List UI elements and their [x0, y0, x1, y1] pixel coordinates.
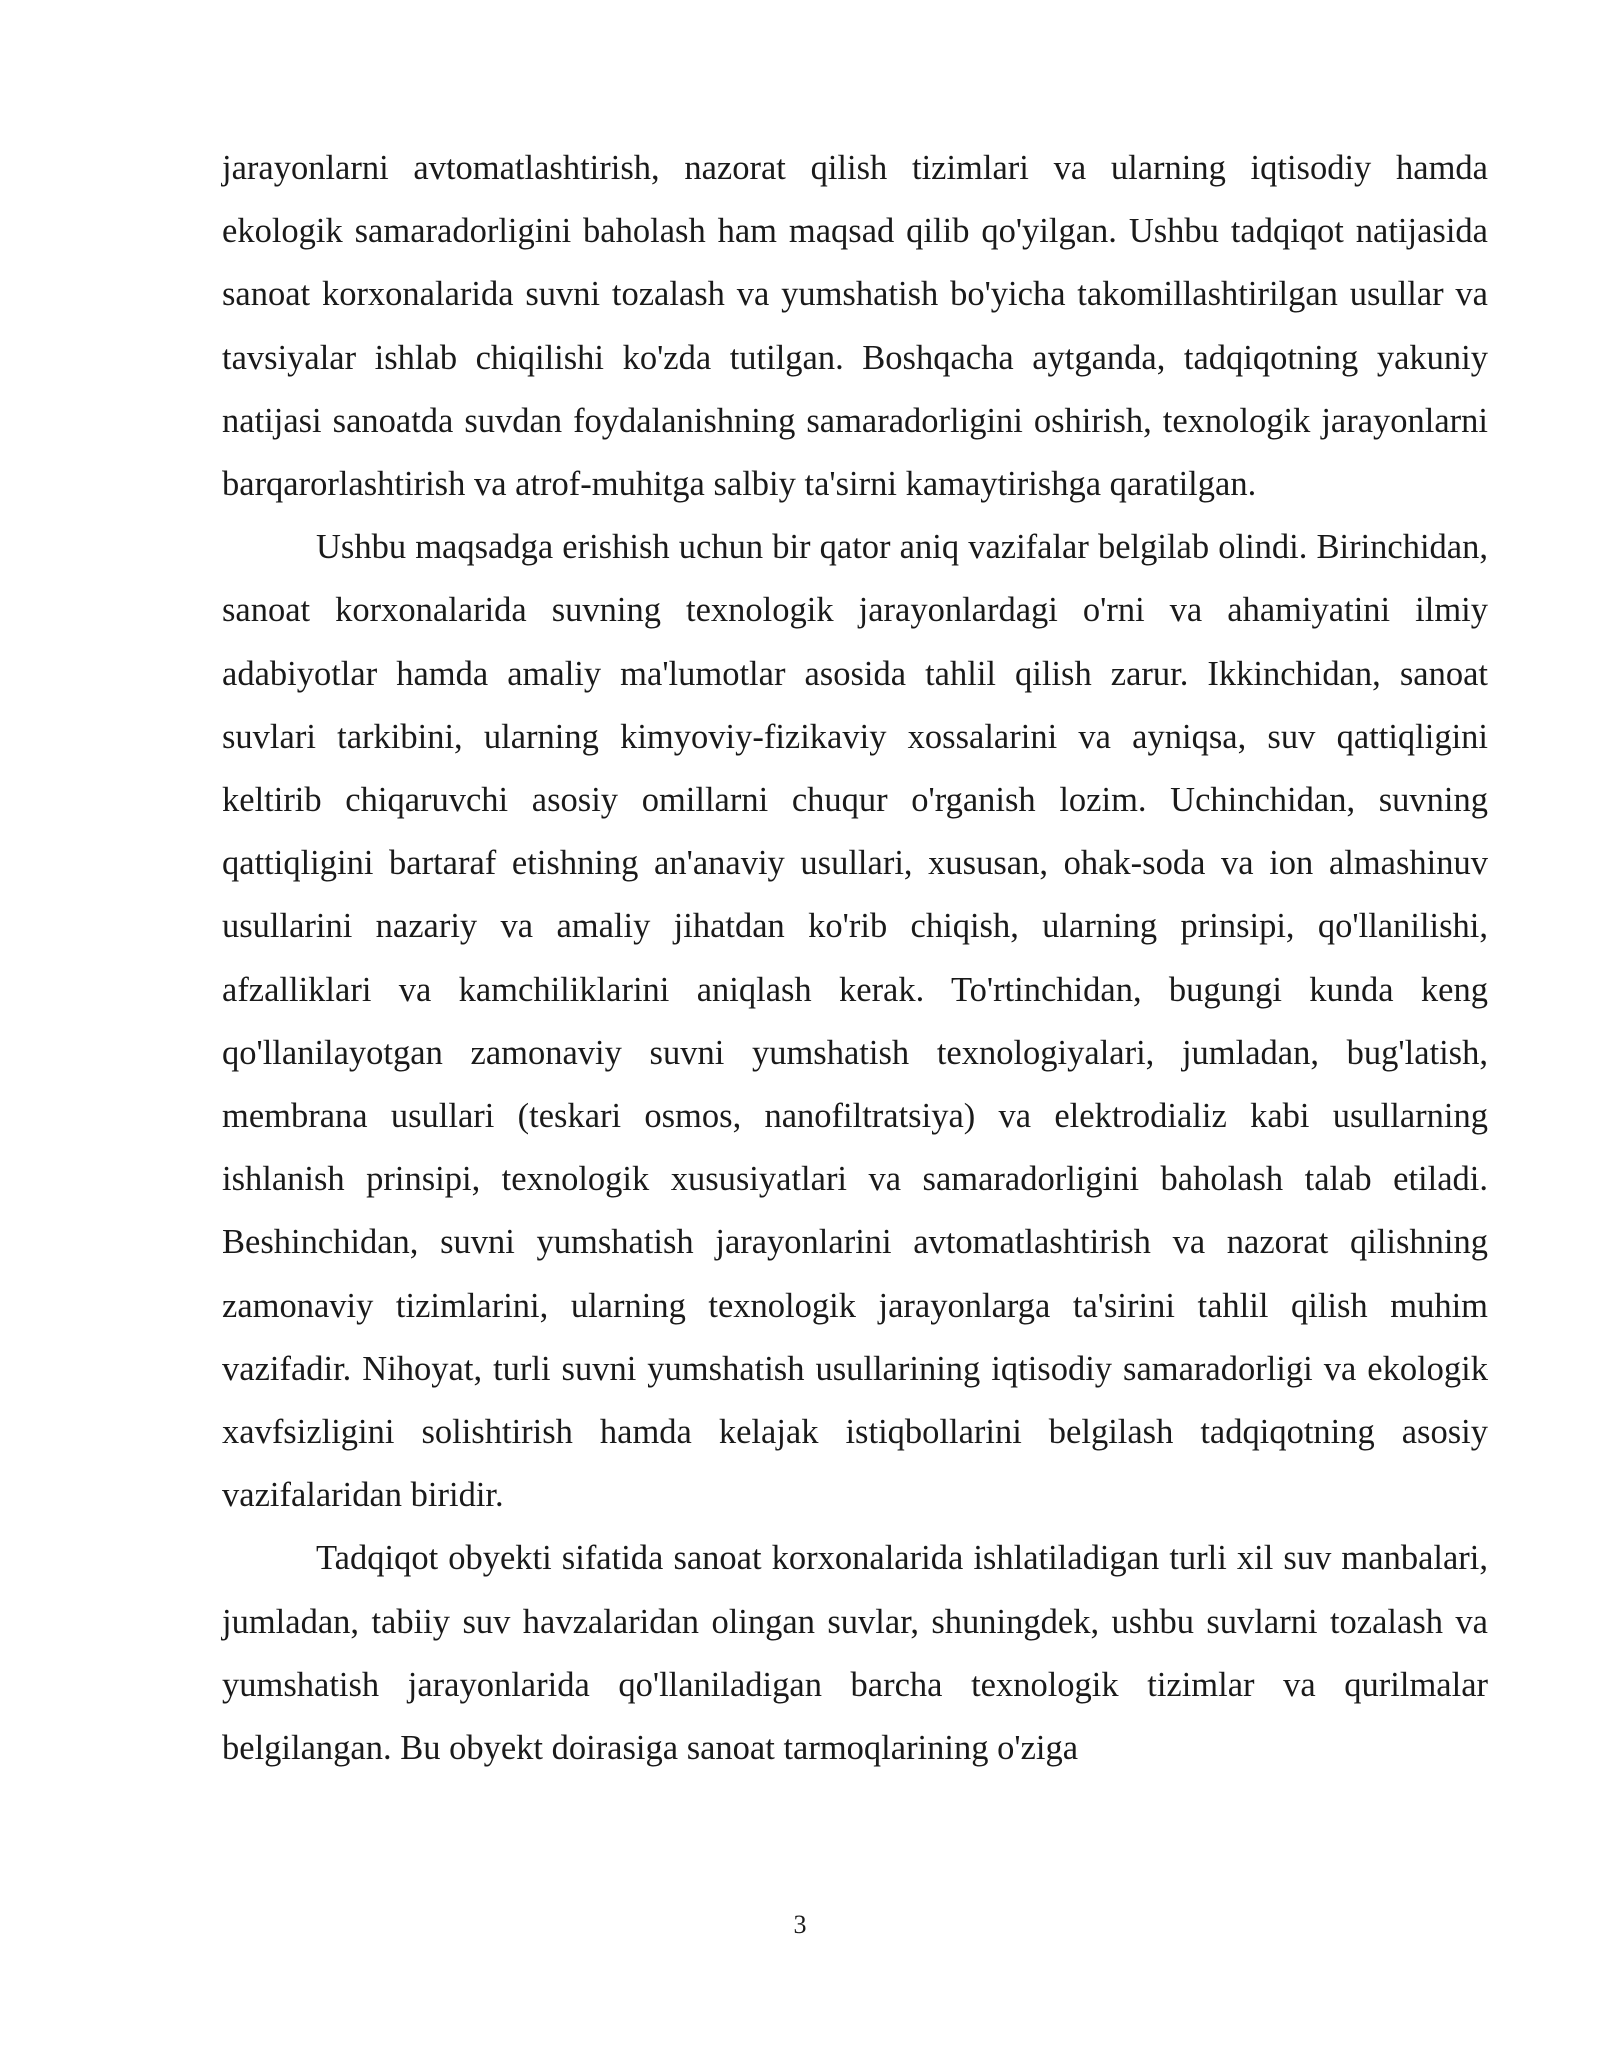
paragraph-2: Ushbu maqsadga erishish uchun bir qator aniq vazifalar belgilab olindi. Birinchidan, sanoat korxonalarida suvning texnologik jarayonlardagi o'rni va ahamiyatini ilmiy adabiyotlar hamda amaliy ma'lumotlar asosida tahlil qilish zarur. Ikkinchidan, sanoat suvlari tarkibini, ularning kimyoviy-fizikaviy xossalarini va ayniqsa, suv qattiqligini keltirib chiqaruvchi asosiy omillarni chuqur o'rganish lozim. Uchinchidan, suvning qattiqligini bartaraf etishning an'anaviy usullari, xususan, ohak-soda va ion almashinuv usullarini nazariy va amaliy jihatdan ko'rib chiqish, ularning prinsipi, qo'llanilishi, afzalliklari va kamchiliklarini aniqlash kerak. To'rtinchidan, bugungi kunda keng qo'llanilayotgan zamonaviy suvni yumshatish texnologiyalari, jumladan, bug'latish, membrana usullari (teskari osmos, nanofiltratsiya) va elektrodializ kabi usullarning ishlanish prinsipi, texnologik xususiyatlari va samaradorligini baholash talab etiladi. Beshinchidan, suvni yumshatish jarayonlarini avtomatlashtirish va nazorat qilishning zamonaviy tizimlarini, ularning texnologik jarayonlarga ta'sirini tahlil qilish muhim vazifadir. Nihoyat, turli suvni yumshatish usullarining iqtisodiy samaradorligi va ekologik xavfsizligini solishtirish hamda kelajak istiqbollarini belgilash tadqiqotning asosiy vazifalaridan biridir.: [222, 528, 1488, 1515]
page-number: 3: [793, 1910, 807, 1939]
body-text: [222, 137, 1488, 1780]
paragraph-1: jarayonlarni avtomatlashtirish, nazorat qilish tizimlari va ularning iqtisodiy hamda ekologik samaradorligini baholash ham maqsad qilib qo'yilgan. Ushbu tadqiqot natijasida sanoat korxonalarida suvni tozalash va yumshatish bo'yicha takomillashtirilgan usullar va tavsiyalar ishlab chiqilishi ko'zda tutilgan. Boshqacha aytganda, tadqiqotning yakuniy natijasi sanoatda suvdan foydalanishning samaradorligini oshirish, texnologik jarayonlarni barqarorlashtirish va atrof-muhitga salbiy ta'sirni kamaytirishga qaratilgan.: [222, 149, 1488, 504]
paragraph-3: Tadqiqot obyekti sifatida sanoat korxonalarida ishlatiladigan turli xil suv manbalari, jumladan, tabiiy suv havzalaridan olingan suvlar, shuningdek, ushbu suvlarni tozalash va yumshatish jarayonlarida qo'llaniladigan barcha texnologik tizimlar va qurilmalar belgilangan. Bu obyekt doirasiga sanoat tarmoqlarining o'ziga: [222, 1539, 1488, 1768]
